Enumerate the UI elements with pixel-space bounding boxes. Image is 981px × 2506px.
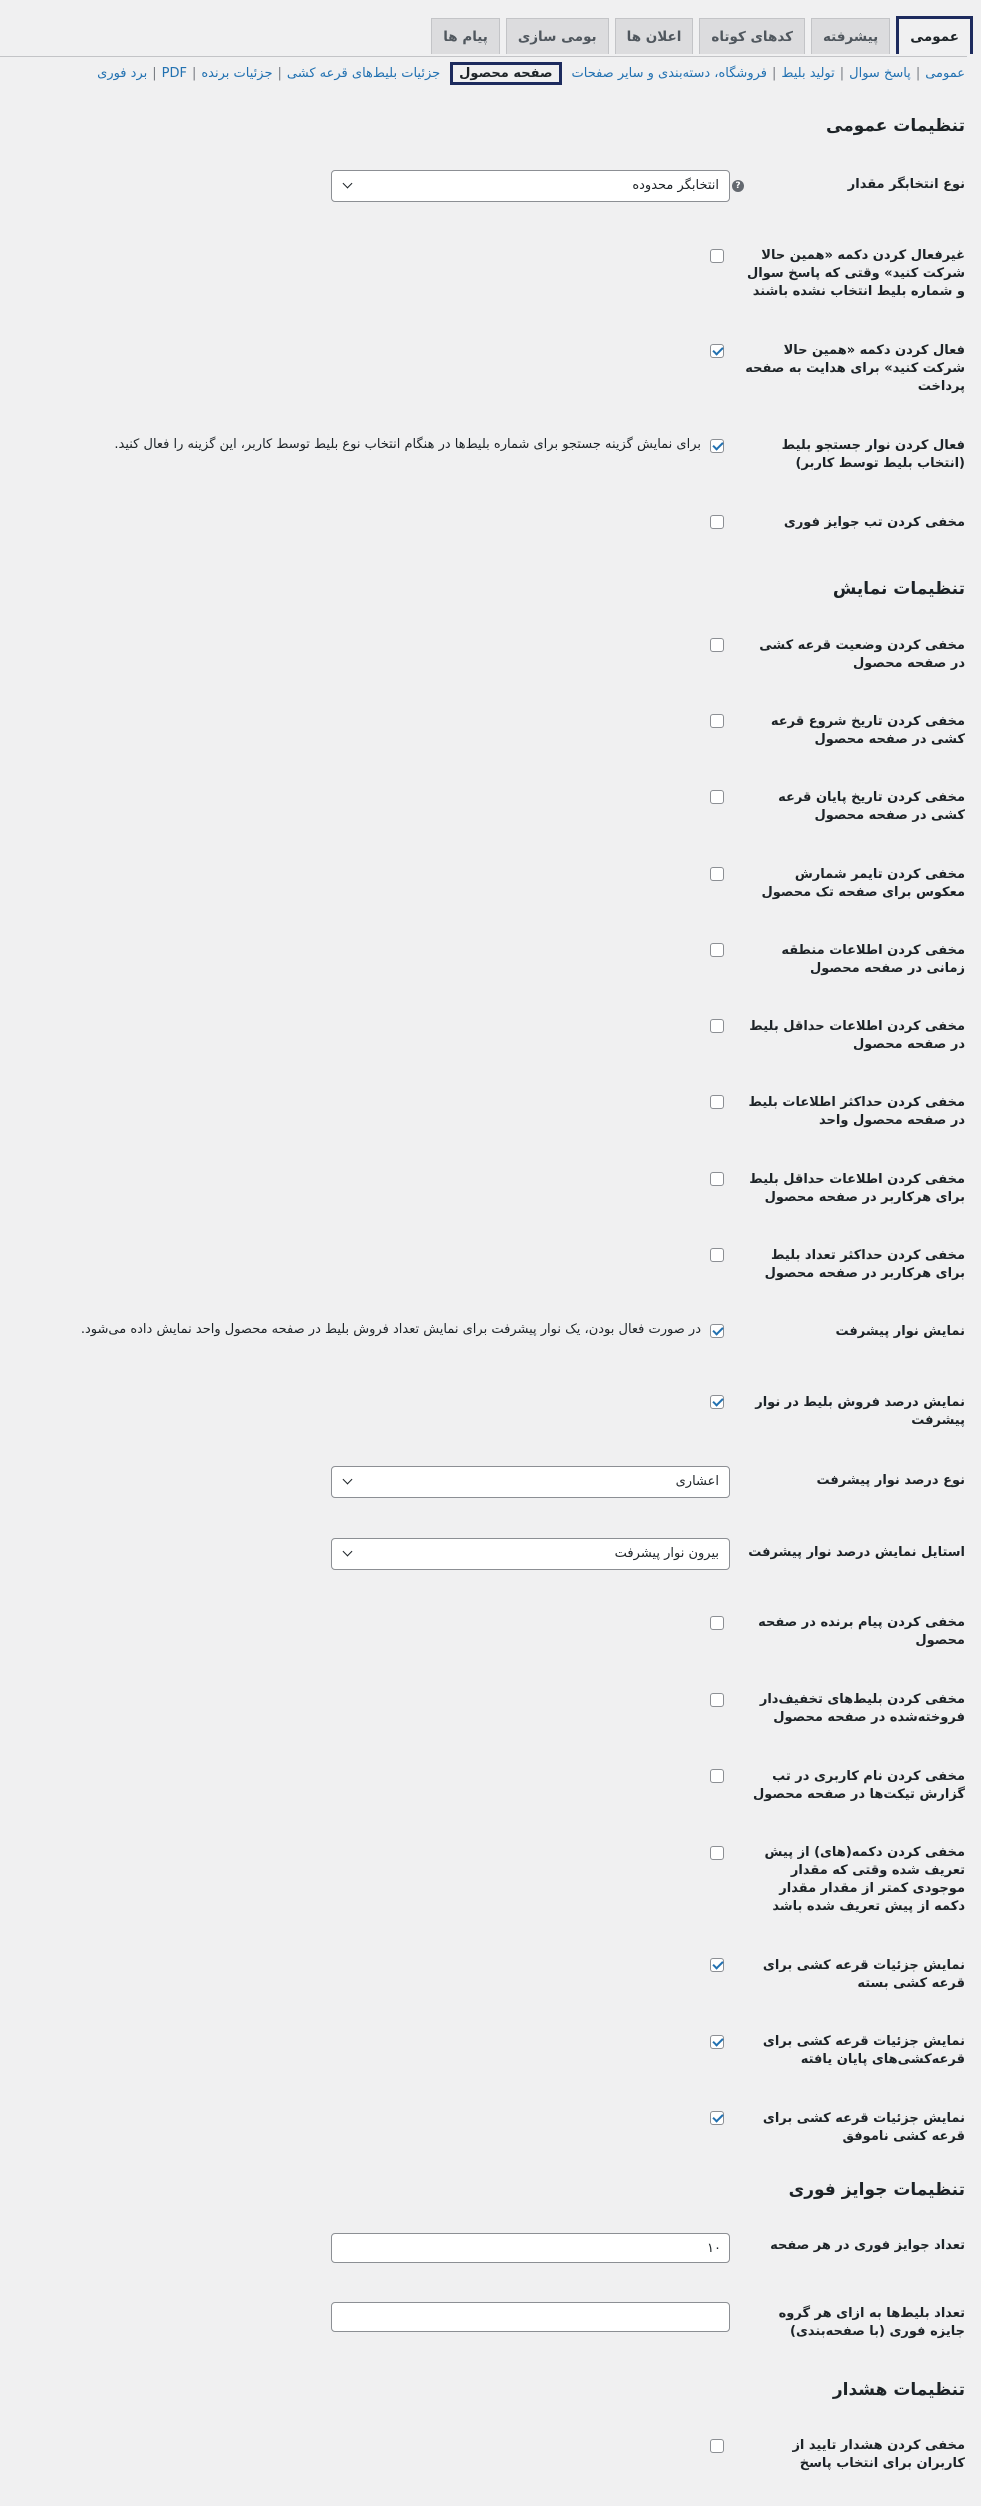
- hide-max-ticket-label: مخفی کردن حداکثر اطلاعات بلیط در صفحه محصول واحد: [748, 1095, 965, 1128]
- subtab-ticket-gen[interactable]: تولید بلیط: [781, 66, 835, 81]
- hide-max-ticket-checkbox[interactable]: [710, 1095, 724, 1109]
- hide-end-date-label: مخفی کردن تاریخ پایان قرعه کشی در صفحه محصول: [778, 790, 965, 823]
- subtab-ticket-details[interactable]: جزئیات بلیط‌های قرعه کشی: [286, 66, 441, 81]
- progress-type-label: نوع درصد نوار پیشرفت: [816, 1473, 965, 1488]
- enable-search-label: فعال کردن نوار جستجو بلیط (انتخاب بلیط توسط کاربر): [781, 438, 965, 471]
- selector-type-value: انتخابگر محدوده: [632, 178, 719, 193]
- show-failed-label: نمایش جزئیات قرعه کشی برای قرعه کشی ناموفق: [762, 2111, 965, 2144]
- progress-bar-label: نمایش نوار پیشرفت: [835, 1324, 965, 1339]
- tab-localization[interactable]: بومی سازی: [506, 18, 609, 54]
- tab-advanced[interactable]: پیشرفته: [811, 18, 890, 54]
- tab-notifications[interactable]: اعلان ها: [615, 18, 694, 54]
- enable-join-now-label: فعال کردن دکمه «همین حالا شرکت کنید» برای هدایت به صفحه پرداخت: [745, 343, 965, 394]
- hide-discount-sold-label: مخفی کردن بلیط‌های تخفیف‌دار فروخته‌شده در صفحه محصول: [759, 1692, 965, 1725]
- hide-min-ticket-label: مخفی کردن اطلاعات حداقل بلیط در صفحه محصول: [749, 1019, 965, 1052]
- hide-predefined-btn-checkbox[interactable]: [710, 1846, 724, 1860]
- hide-timer-label: مخفی کردن تایمر شمارش معکوس برای صفحه تک محصول: [761, 867, 965, 900]
- hide-status-checkbox[interactable]: [710, 638, 724, 652]
- progress-type-value: اعشاری: [675, 1474, 719, 1489]
- hide-discount-sold-checkbox[interactable]: [710, 1693, 724, 1707]
- progress-style-value: بیرون نوار پیشرفت: [614, 1546, 719, 1561]
- hide-confirm-warning-checkbox[interactable]: [710, 2439, 724, 2453]
- hide-confirm-warning-label: مخفی کردن هشدار تایید از کاربران برای انتخاب پاسخ: [792, 2438, 965, 2471]
- progress-percent-checkbox[interactable]: [710, 1395, 724, 1409]
- tab-general[interactable]: عمومی: [896, 16, 973, 54]
- hide-username-label: مخفی کردن نام کاربری در تب گزارش تیکت‌ها در صفحه محصول: [752, 1769, 965, 1802]
- hide-end-date-checkbox[interactable]: [710, 790, 724, 804]
- enable-search-checkbox[interactable]: [710, 439, 724, 453]
- progress-type-select[interactable]: [331, 1466, 730, 1498]
- chevron-down-icon: [343, 1547, 353, 1557]
- subtab-shop[interactable]: فروشگاه، دسته‌بندی و سایر صفحات: [571, 66, 767, 81]
- show-closed-checkbox[interactable]: [710, 1958, 724, 1972]
- hide-username-checkbox[interactable]: [710, 1769, 724, 1783]
- hide-min-per-user-label: مخفی کردن اطلاعات حداقل بلیط برای هرکاربر در صفحه محصول: [749, 1172, 965, 1205]
- subtabs: عمومی | پاسخ سوال | تولید بلیط | فروشگاه، دسته‌بندی و سایر صفحات صفحه محصول جزئیات بلیط‌های قرعه کشی | جزئیات برنده | PDF | برد فوری: [97, 62, 965, 85]
- disable-join-now-label: غیرفعال کردن دکمه «همین حالا شرکت کنید» وقتی که پاسخ سوال و شماره بلیط انتخاب نشده باشند: [747, 248, 965, 299]
- show-failed-checkbox[interactable]: [710, 2111, 724, 2125]
- hide-start-date-label: مخفی کردن تاریخ شروع قرعه کشی در صفحه محصول: [770, 714, 965, 747]
- hide-start-date-checkbox[interactable]: [710, 714, 724, 728]
- hide-status-label: مخفی کردن وضعیت قرعه کشی در صفحه محصول: [759, 638, 965, 671]
- section-display-title: تنظیمات نمایش: [832, 579, 965, 599]
- hide-winner-msg-label: مخفی کردن پیام برنده در صفحه محصول: [758, 1615, 965, 1648]
- enable-search-description: برای نمایش گزینه جستجو برای شماره بلیط‌ها در هنگام انتخاب نوع بلیط توسط کاربر، این گزینه را فعال کنید.: [114, 437, 701, 452]
- section-general-title: تنظیمات عمومی: [826, 116, 965, 136]
- hide-max-per-user-label: مخفی کردن حداکثر تعداد بلیط برای هرکاربر در صفحه محصول: [764, 1248, 965, 1281]
- subtab-product-page[interactable]: صفحه محصول: [450, 62, 561, 85]
- hide-winner-msg-checkbox[interactable]: [710, 1616, 724, 1630]
- progress-style-label: استایل نمایش درصد نوار پیشرفت: [748, 1545, 965, 1560]
- hide-instant-tab-label: مخفی کردن تب جوایز فوری: [783, 515, 965, 530]
- hide-min-per-user-checkbox[interactable]: [710, 1172, 724, 1186]
- subtab-pdf[interactable]: PDF: [161, 66, 187, 81]
- tickets-per-group-label: تعداد بلیط‌ها به ازای هر گروه جایزه فوری (با صفحه‌بندی): [778, 2306, 965, 2339]
- chevron-down-icon: [343, 179, 353, 189]
- progress-style-select[interactable]: [331, 1538, 730, 1570]
- section-instant-title: تنظیمات جوایز فوری: [788, 2180, 965, 2200]
- selector-type-select[interactable]: [331, 170, 730, 202]
- show-ended-label: نمایش جزئیات قرعه کشی برای قرعه‌کشی‌های پایان یافته: [762, 2034, 965, 2067]
- show-ended-checkbox[interactable]: [710, 2035, 724, 2049]
- instant-per-page-input[interactable]: [331, 2233, 730, 2263]
- hide-timezone-label: مخفی کردن اطلاعات منطقه زمانی در صفحه محصول: [781, 943, 965, 976]
- tab-shortcodes[interactable]: کدهای کوتاه: [699, 18, 805, 54]
- chevron-down-icon: [343, 1475, 353, 1485]
- tab-messages[interactable]: پیام ها: [431, 18, 500, 54]
- subtab-answer[interactable]: پاسخ سوال: [849, 66, 911, 81]
- progress-bar-description: در صورت فعال بودن، یک نوار پیشرفت برای نمایش تعداد فروش بلیط در صفحه محصول واحد نمایش داده می‌شود.: [80, 1322, 701, 1337]
- progress-bar-checkbox[interactable]: [710, 1324, 724, 1338]
- top-tabs: [431, 18, 973, 54]
- hide-predefined-btn-label: مخفی کردن دکمه(های) از پیش تعریف شده وقتی که مقدار موجودی کمتر از مقدار مقدار دکمه از پیش تعریف شده باشد: [764, 1845, 965, 1914]
- hide-timer-checkbox[interactable]: [710, 867, 724, 881]
- tickets-per-group-input[interactable]: [331, 2302, 730, 2332]
- enable-join-now-checkbox[interactable]: [710, 344, 724, 358]
- hide-max-per-user-checkbox[interactable]: [710, 1248, 724, 1262]
- help-icon[interactable]: ?: [732, 180, 744, 192]
- instant-per-page-label: تعداد جوایز فوری در هر صفحه: [770, 2238, 965, 2253]
- disable-join-now-checkbox[interactable]: [710, 249, 724, 263]
- progress-percent-label: نمایش درصد فروش بلیط در نوار پیشرفت: [755, 1395, 965, 1428]
- show-closed-label: نمایش جزئیات قرعه کشی برای قرعه کشی بسته: [762, 1958, 965, 1991]
- subtab-winner-details[interactable]: جزئیات برنده: [201, 66, 273, 81]
- hide-timezone-checkbox[interactable]: [710, 943, 724, 957]
- subtab-general[interactable]: عمومی: [925, 66, 965, 81]
- hide-instant-tab-checkbox[interactable]: [710, 515, 724, 529]
- hide-min-ticket-checkbox[interactable]: [710, 1019, 724, 1033]
- selector-type-label: نوع انتخابگر مقدار: [847, 177, 965, 192]
- tabs-divider: [0, 56, 967, 57]
- subtab-instant-win[interactable]: برد فوری: [97, 66, 148, 81]
- section-warning-title: تنظیمات هشدار: [832, 2380, 965, 2400]
